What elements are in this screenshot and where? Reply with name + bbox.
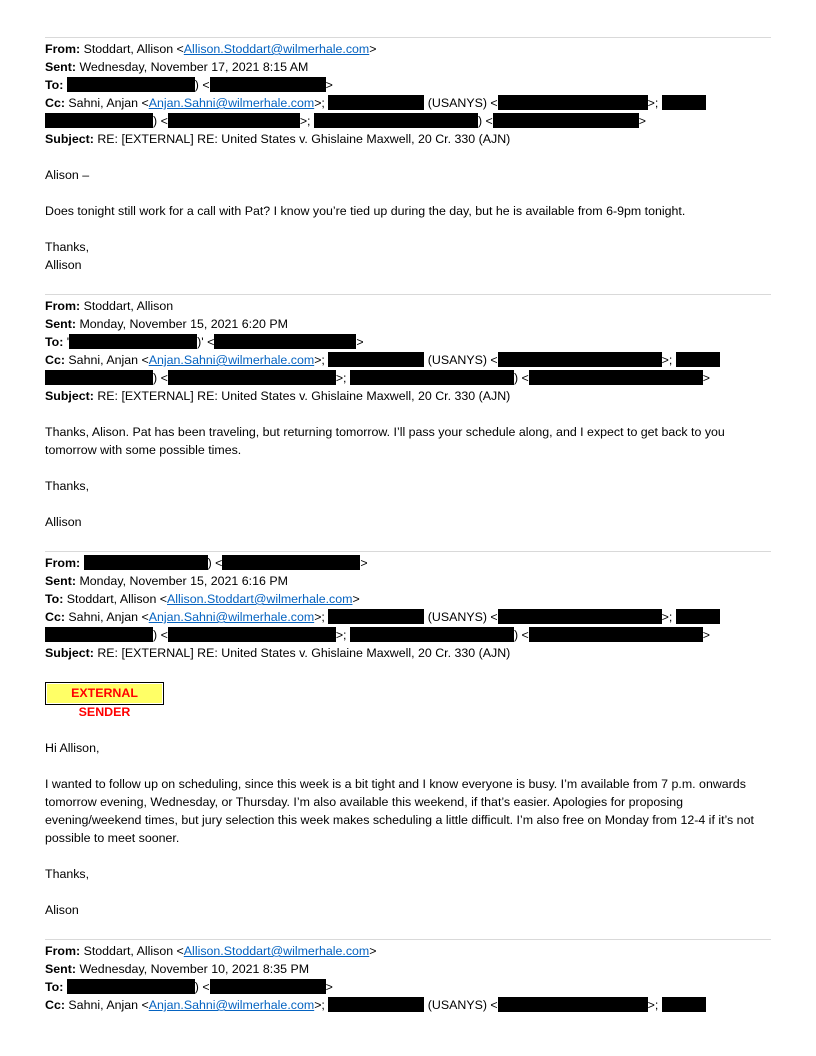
cc-email-link[interactable]: Anjan.Sahni@wilmerhale.com (148, 353, 315, 367)
cc-label: Cc: (45, 610, 65, 624)
email-4-to: To: ) < > (45, 980, 333, 994)
from-name: Stoddart, Allison (83, 299, 174, 313)
cc-email-link[interactable]: Anjan.Sahni@wilmerhale.com (148, 610, 315, 624)
redaction (662, 997, 706, 1012)
email-3-cc: Cc: Sahni, Anjan <Anjan.Sahni@wilmerhale.com>; (USANYS) < >; (45, 608, 720, 626)
email-2-cc-cont: ) < >; ) < > (45, 369, 710, 387)
email-4-cc: Cc: Sahni, Anjan <Anjan.Sahni@wilmerhale.com>; (USANYS) < >; (45, 996, 706, 1014)
separator (45, 551, 771, 552)
separator (45, 37, 771, 38)
from-name: Stoddart, Allison (83, 42, 174, 56)
from-email-link[interactable]: Allison.Stoddart@wilmerhale.com (183, 944, 370, 958)
redaction (498, 997, 648, 1012)
separator (45, 294, 771, 295)
to-label: To: (45, 335, 64, 349)
to-name: Stoddart, Allison (66, 592, 157, 606)
redaction (498, 352, 662, 367)
redaction (314, 113, 478, 128)
redaction (350, 370, 514, 385)
email-3-from: From: ) < > (45, 556, 368, 570)
subject-text: RE: [EXTERNAL] RE: United States v. Ghislaine Maxwell, 20 Cr. 330 (AJN) (97, 389, 511, 403)
from-label: From: (45, 556, 81, 570)
sent-date: Wednesday, November 17, 2021 8:15 AM (79, 60, 309, 74)
email-1-from: From: Stoddart, Allison <Allison.Stoddart@wilmerhale.com> (45, 42, 377, 56)
email-4-sent (45, 960, 309, 978)
email-2-to: To: ' )' < > (45, 335, 364, 349)
email-1-subject (45, 130, 510, 148)
email-3-body: I wanted to follow up on scheduling, since this week is a bit tight and I know everyone is busy. I’m available from 7 p.m. onwards tomorrow evening, Wednesday, or Thursday. I’m also available this weekend, if that’s easier. Apologies for proposing evening/weekend times, but jury selection this week makes scheduling a little difficult. I’m also free on Monday from 12-4 if it’s not possible to meet sooner. (45, 777, 754, 845)
redaction (328, 352, 424, 367)
from-label: From: (45, 944, 81, 958)
redaction (676, 352, 720, 367)
email-3-signoff: Thanks, (45, 867, 90, 881)
from-label: From: (45, 42, 81, 56)
email-2-subject (45, 387, 510, 405)
subject-text: RE: [EXTERNAL] RE: United States v. Ghislaine Maxwell, 20 Cr. 330 (AJN) (97, 132, 511, 146)
cc-org: (USANYS) (427, 610, 487, 624)
email-2-sent (45, 315, 288, 333)
email-1-signoff: Thanks, (45, 240, 90, 254)
email-3-subject (45, 644, 510, 662)
redaction (67, 77, 195, 92)
sent-label: Sent: (45, 317, 76, 331)
subject-label: Subject: (45, 132, 94, 146)
cc-email-link[interactable]: Anjan.Sahni@wilmerhale.com (148, 998, 315, 1012)
to-label: To: (45, 980, 64, 994)
cc-label: Cc: (45, 96, 65, 110)
sent-date: Monday, November 15, 2021 6:20 PM (79, 317, 288, 331)
redaction (529, 370, 703, 385)
cc-label: Cc: (45, 998, 65, 1012)
sent-label: Sent: (45, 60, 76, 74)
redaction (210, 77, 326, 92)
cc-org: (USANYS) (427, 96, 487, 110)
email-2-body: Thanks, Alison. Pat has been traveling, but returning tomorrow. I’ll pass your schedule along, and I expect to get back to you tomorrow with some possible times. (45, 425, 725, 457)
redaction (498, 95, 648, 110)
email-2-signoff: Thanks, (45, 479, 90, 493)
sent-label: Sent: (45, 962, 76, 976)
cc-name: Sahni, Anjan (68, 610, 139, 624)
redaction (222, 555, 360, 570)
redaction (45, 627, 153, 642)
redaction (676, 609, 720, 624)
email-1-sent (45, 58, 308, 76)
sent-label: Sent: (45, 574, 76, 588)
redaction (328, 609, 424, 624)
redaction (529, 627, 703, 642)
redaction (350, 627, 514, 642)
cc-org: (USANYS) (427, 998, 487, 1012)
cc-label: Cc: (45, 353, 65, 367)
external-sender-label: EXTERNAL SENDER (47, 684, 162, 703)
email-1-greeting: Alison – (45, 168, 90, 182)
redaction (168, 113, 300, 128)
email-1-cc-cont: ) < >; ) < > (45, 112, 646, 130)
from-name: Stoddart, Allison (83, 944, 174, 958)
email-4-from: From: Stoddart, Allison <Allison.Stoddart@wilmerhale.com> (45, 944, 377, 958)
from-label: From: (45, 299, 81, 313)
cc-name: Sahni, Anjan (68, 96, 139, 110)
separator (45, 939, 771, 940)
email-2-cc: Cc: Sahni, Anjan <Anjan.Sahni@wilmerhale.com>; (USANYS) < >; (45, 351, 720, 369)
email-1-body: Does tonight still work for a call with Pat? I know you’re tied up during the day, but he is available from 6-9pm tonight. (45, 204, 686, 218)
redaction (45, 370, 153, 385)
cc-name: Sahni, Anjan (68, 353, 139, 367)
redaction (328, 997, 424, 1012)
sent-date: Monday, November 15, 2021 6:16 PM (79, 574, 288, 588)
email-3-to: To: Stoddart, Allison <Allison.Stoddart@wilmerhale.com> (45, 592, 360, 606)
email-3-sent (45, 572, 288, 590)
redaction (69, 334, 197, 349)
cc-name: Sahni, Anjan (68, 998, 139, 1012)
redaction (45, 113, 153, 128)
email-2-signature: Allison (45, 515, 82, 529)
to-label: To: (45, 592, 64, 606)
cc-email-link[interactable]: Anjan.Sahni@wilmerhale.com (148, 96, 315, 110)
email-1-cc: Cc: Sahni, Anjan <Anjan.Sahni@wilmerhale.com>; (USANYS) < >; (45, 94, 706, 112)
email-1-signature: Allison (45, 258, 82, 272)
redaction (210, 979, 326, 994)
to-email-link[interactable]: Allison.Stoddart@wilmerhale.com (167, 592, 353, 606)
from-email-link[interactable]: Allison.Stoddart@wilmerhale.com (183, 42, 370, 56)
sent-date: Wednesday, November 10, 2021 8:35 PM (79, 962, 310, 976)
to-label: To: (45, 78, 64, 92)
redaction (498, 609, 662, 624)
redaction (168, 627, 336, 642)
email-3-greeting: Hi Allison, (45, 741, 100, 755)
redaction (84, 555, 208, 570)
cc-org: (USANYS) (427, 353, 487, 367)
external-sender-badge (45, 682, 164, 719)
email-3-cc-cont: ) < >; ) < > (45, 626, 710, 644)
redaction (168, 370, 336, 385)
redaction (328, 95, 424, 110)
email-2-from (45, 297, 173, 315)
redaction (67, 979, 195, 994)
subject-label: Subject: (45, 646, 94, 660)
redaction (662, 95, 706, 110)
redaction (493, 113, 639, 128)
email-3-signature: Alison (45, 903, 79, 917)
subject-text: RE: [EXTERNAL] RE: United States v. Ghislaine Maxwell, 20 Cr. 330 (AJN) (97, 646, 511, 660)
email-1-to: To: ) < > (45, 78, 333, 92)
redaction (214, 334, 356, 349)
subject-label: Subject: (45, 389, 94, 403)
